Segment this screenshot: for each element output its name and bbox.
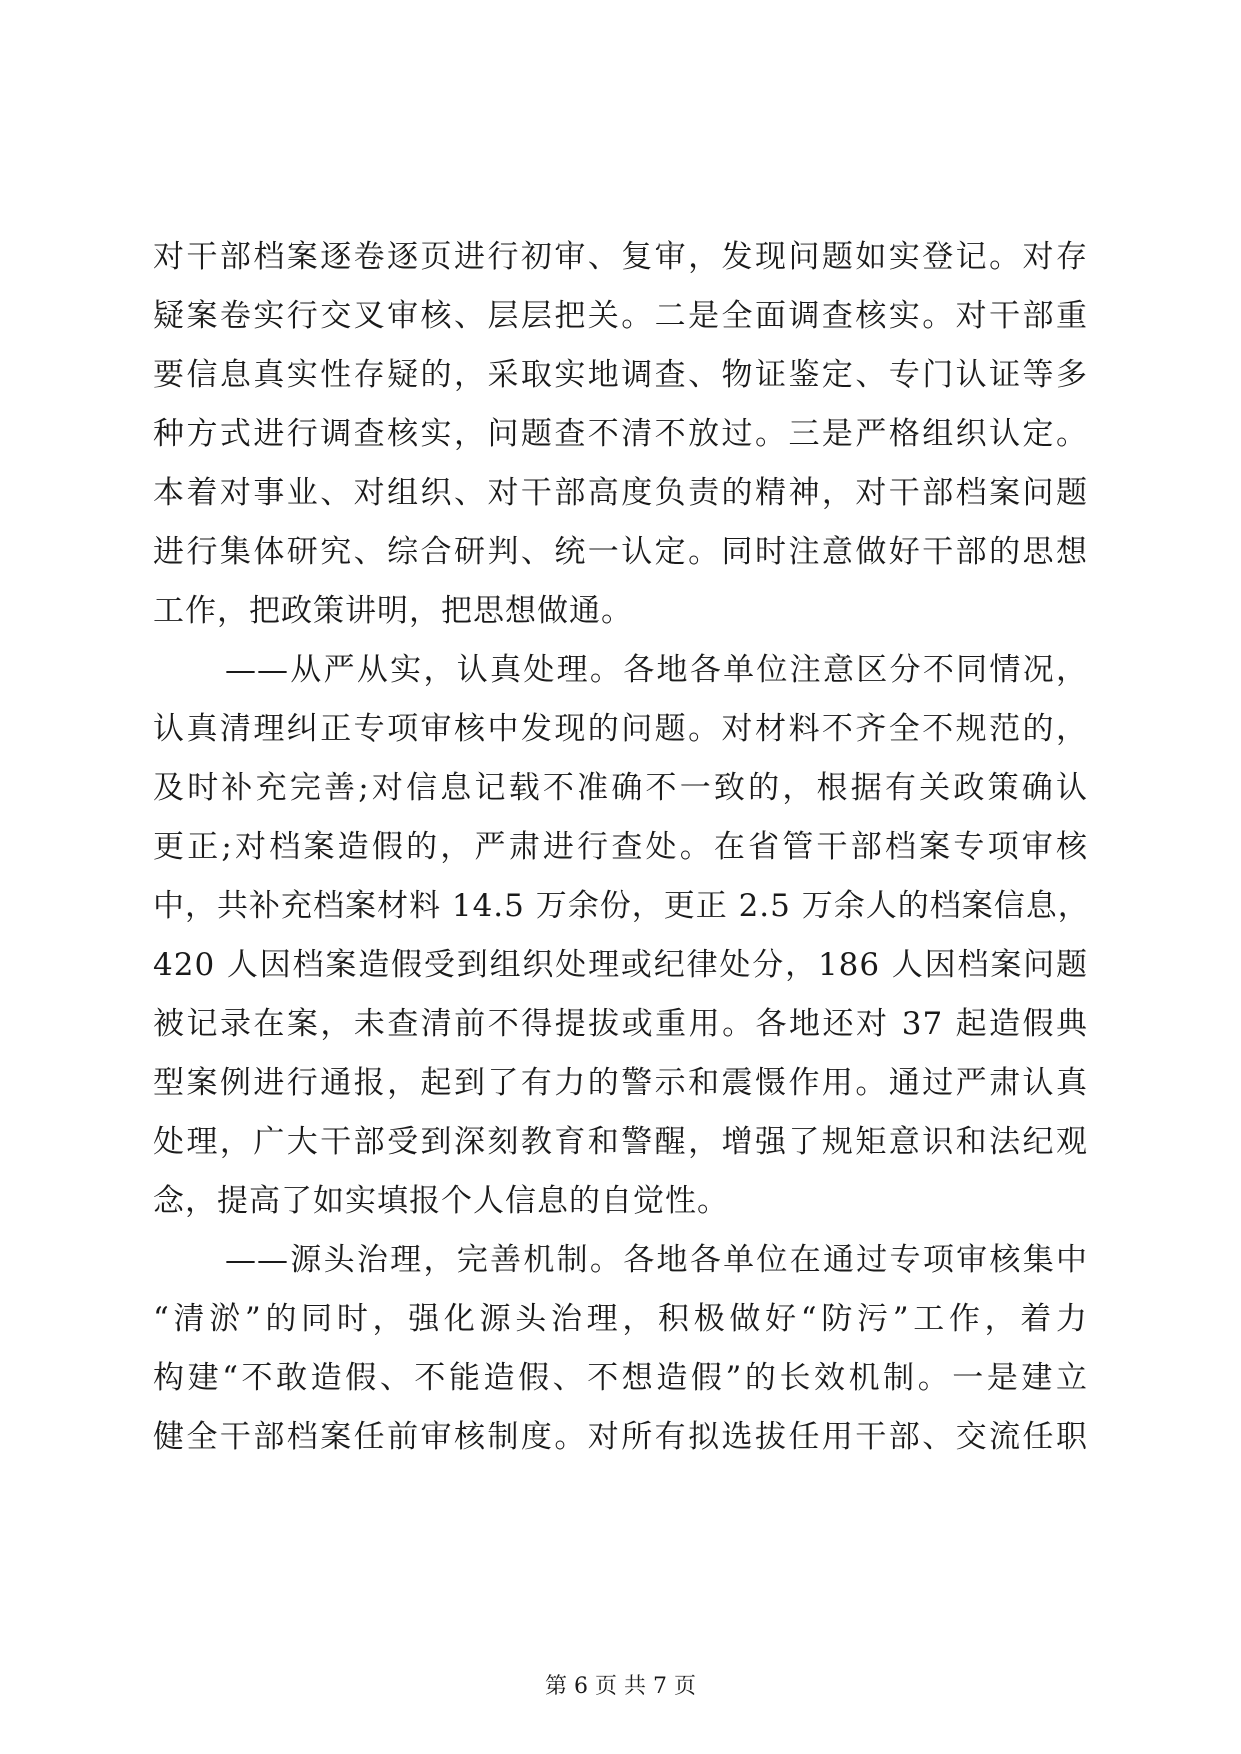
text-line: 本着对事业、对组织、对干部高度负责的精神，对干部档案问题: [153, 475, 1088, 511]
text-line: 对干部档案逐卷逐页进行初审、复审，发现问题如实登记。对存: [153, 239, 1088, 275]
text-line: “清淤”的同时，强化源头治理，积极做好“防污”工作，着力: [153, 1301, 1088, 1337]
text-line: 工作，把政策讲明，把思想做通。: [153, 593, 633, 629]
text-line: 要信息真实性存疑的，采取实地调查、物证鉴定、专门认证等多: [153, 357, 1088, 393]
text-line: 疑案卷实行交叉审核、层层把关。二是全面调查核实。对干部重: [153, 298, 1088, 334]
document-body: [153, 228, 1088, 1467]
text-line: 及时补充完善;对信息记载不准确不一致的，根据有关政策确认: [153, 770, 1088, 806]
text-line: 中，共补充档案材料 14.5 万余份，更正 2.5 万余人的档案信息，: [153, 888, 1090, 924]
text-line: 健全干部档案任前审核制度。对所有拟选拔任用干部、交流任职: [153, 1419, 1088, 1455]
text-line: 认真清理纠正专项审核中发现的问题。对材料不齐全不规范的，: [153, 711, 1088, 747]
text-line: 种方式进行调查核实，问题查不清不放过。三是严格组织认定。: [153, 416, 1088, 452]
paragraph-heading-line: ——从严从实，认真处理。各地各单位注意区分不同情况，: [225, 652, 1088, 688]
text-line: 念，提高了如实填报个人信息的自觉性。: [153, 1183, 729, 1219]
text-line: 更正;对档案造假的，严肃进行查处。在省管干部档案专项审核: [153, 829, 1088, 865]
page-footer: [0, 1673, 1241, 1701]
text-line: 被记录在案，未查清前不得提拔或重用。各地还对 37 起造假典: [153, 1006, 1088, 1042]
text-line: 型案例进行通报，起到了有力的警示和震慑作用。通过严肃认真: [153, 1065, 1088, 1101]
text-line: 处理，广大干部受到深刻教育和警醒，增强了规矩意识和法纪观: [153, 1124, 1088, 1160]
text-line: 构建“不敢造假、不能造假、不想造假”的长效机制。一是建立: [153, 1360, 1088, 1396]
page-number-label: 第 6 页 共 7 页: [545, 1674, 696, 1699]
text-line: 进行集体研究、综合研判、统一认定。同时注意做好干部的思想: [153, 534, 1088, 570]
text-line: 420 人因档案造假受到组织处理或纪律处分，186 人因档案问题: [153, 947, 1088, 983]
paragraph-heading-line: ——源头治理，完善机制。各地各单位在通过专项审核集中: [225, 1242, 1088, 1278]
